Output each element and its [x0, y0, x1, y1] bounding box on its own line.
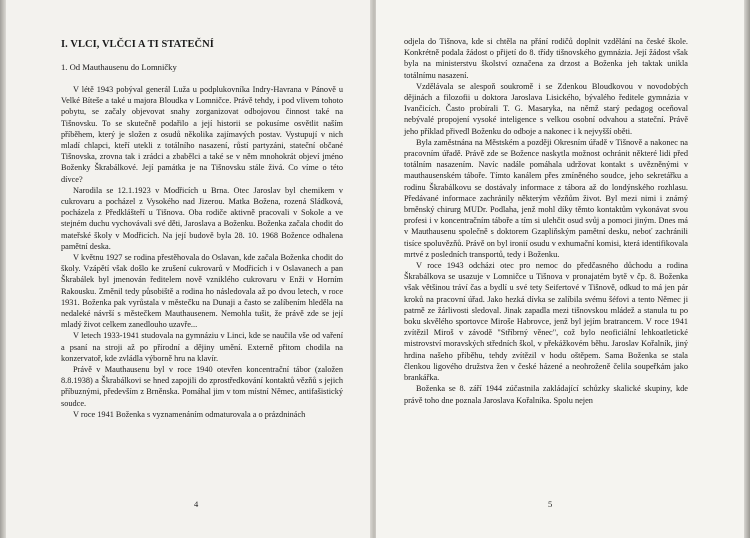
- right-page: [376, 0, 746, 538]
- chapter-title: I. VLCI, VLČCI A TI STATEČNÍ: [61, 39, 214, 50]
- paragraph: V létě 1943 pobýval generál Luža u podplukovníka Indry-Havrana v Pánově u Velké Bíteše a také u majora Bloudka v Lomničce. Právě tehdy, i pod vlivem tohoto pobytu, se začaly objevovat snahy zorganizovat odbojovou činnost také na Tišnovsku. To se skutečně podařilo a její historii se pokusíme osvětlit naším příběhem, který je složen z osudů několika zajímavých postav. Vystupují v nich mladí chlapci, kteří utekli z totálního nasazení, růstí partyzáni, stateční občané Tišnovska, zrovna tak i zrádci a zbabělci a také se v něm mnohokrát objeví jméno Boženky Škrabálkové. Její památka je na Tišnovsku stále živá. Co víme o této dívce?: [61, 85, 343, 184]
- paragraph: Boženka se 8. září 1944 zúčastnila zakládající schůzky skalické skupiny, kde právě toho dne poznala Jaroslava Kořalníka. Spolu nejen: [404, 384, 688, 405]
- paragraph: Právě v Mauthausenu byl v roce 1940 otevřen koncentrační tábor (založen 8.8.1938) a Škrabálkovi se hned zapojili do zprostředkování kontaktů vězňů s jejich příbuznými, především z Brněnska. Pomáhal jim v tom místní Němec, antifašistický soudce.: [61, 365, 343, 408]
- paragraph: odjela do Tišnova, kde si chtěla na přání rodičů doplnit vzdělání na české škole. Konkrétně podala žádost o přijetí do 8. třídy tišnovského gymnázia. Její žádost však byla na ministerstvu školství označena za drzost a Boženka jeh taktak unikla totálnímu nasazení.: [404, 37, 688, 80]
- right-page-text: [404, 36, 688, 406]
- page-number: 5: [548, 498, 553, 509]
- page-number: 4: [194, 498, 199, 509]
- left-page: [6, 0, 372, 538]
- left-page-text: [61, 38, 343, 420]
- right-page-edge: [744, 0, 750, 538]
- paragraph: V roce 1943 odcházi otec pro nemoc do předčasného důchodu a rodina Škrabálkova se usazuje v Lomničce u Tišnova v pronajatém bytě v čp. 8. Boženka však většinou tráví čas a bydlí u své tety Seifertové v Tišnově, odkud to má jen pár kroků na pracovní úřad. Jako hezká dívka se zalíbila svému šéfovi a tento Němec ji patrně ze žárlivosti sledoval. Jinak zapadla mezi tišnovskou mládež a stanula tu po boku skvělého sportovce Miroše Habrovce, jenž byl jejím bratrancem. V roce 1941 zvítězil Miroš v závodě "Stříbrný věnec", což bylo neoficiální lehkoatletické mistrovství moravských středních škol, v překážkovém běhu. Jaroslav Kořalník, jiný hrdina našeho příběhu, tehdy zvítězil v hodu oštěpem. Sama Boženka se stala členkou ligového družstva žen v české házené a neohroženě čelila soupeřkám jako brankářka.: [404, 261, 688, 383]
- paragraph: V roce 1941 Boženka s vyznamenáním odmaturovala a o prázdninách: [73, 409, 306, 419]
- paragraph: Byla zaměstnána na Městském a později Okresním úřadě v Tišnově a nakonec na pracovním úřadě. Právě zde se Božence naskytla možnost ochránit některé lidi před totálním nasazením. Navíc nadále pomáhala udržovat kontakt s uvězněnými v mauthausenském táboře. Tímto kanálem přes zmíněného soudce, jeho sekretářku a rodinu Škrabálkovu se dostávaly informace z tábora až do londýnského rozhlasu. Předávané informace zachránily některým vězňům život. Byl mezi nimi i známý brněnský chirurg MUDr. Podlaha, jenž mohl díky těmto kontaktům vykonávat svou profesi i v koncentračním táboře a tím si ulehčit osud svůj a pomoci jiným. Dnes má v Mauthausenu společně s doktorem Gzapliňským pamětní desku, neboť zachránili tisíce spoluvězňů. Právě on byl ironií osudu v exhumační komisi, která identifikovala mrtvé z posledních transportů, tedy i Boženku.: [404, 137, 688, 259]
- paragraph: Vzdělávala se alespoň soukromě i se Zdenkou Bloudkovou v novodobých dějinách a filozofii u doktora Jaroslava Lisického, bývalého ředitele gymnázia v Ivančicích. Často probírali T. G. Masaryka, na němž starý pedagog oceňoval nebývalé propojení vysoké inteligence s velkou osobní odvahou a stateční. Právě jeho příklad přivedl Boženku do odboje a nakonec i k nejvyšší oběti.: [404, 81, 688, 136]
- paragraph: Narodila se 12.1.1923 v Modřicích u Brna. Otec Jaroslav byl chemikem v cukrovaru a pocházel z Vysokého nad Jizerou. Matka Božena, rozená Sládková, pocházela z Předklášteří u Tišnova. Oba rodiče aktivně pracovali v Sokole a ve stejném duchu vychovávali své děti, Jaroslava a Boženku. Boženka začala chodit do mateřské školy v Modřicích. Na její budově byla 28. 10. 1968 Božence odhalena pamětní deska.: [61, 185, 343, 251]
- paragraph: V letech 1933-1941 studovala na gymnáziu v Linci, kde se naučila vše od vaření a psaní na stroji až po přírodní a dějiny umění. Externě přitom chodila na konzervatoř, kde zvládla výborně hru na klavír.: [61, 331, 343, 363]
- paragraph: V květnu 1927 se rodina přestěhovala do Oslavan, kde začala Boženka chodit do školy. Vzápětí však došlo ke zrušení cukrovarů v Modřicích i v Oslavanech a pan Škrabálek byl jmenován ředitelem nově vzniklého cukrovaru v Enži v Horním Rakousku. Změnil tedy působiště a rodina ho následovala až po dvou letech, v roce 1931. Boženka pak vyrůstala v městečku na Dunaji a často se zalíbením hleděla na nedaleké návrší s městečkem Mauthausenem. Nemohla tušit, že právě zde se její mladý život celkem zanedlouho uzavře...: [61, 253, 343, 330]
- section-title: 1. Od Mauthausenu do Lomničky: [61, 62, 177, 72]
